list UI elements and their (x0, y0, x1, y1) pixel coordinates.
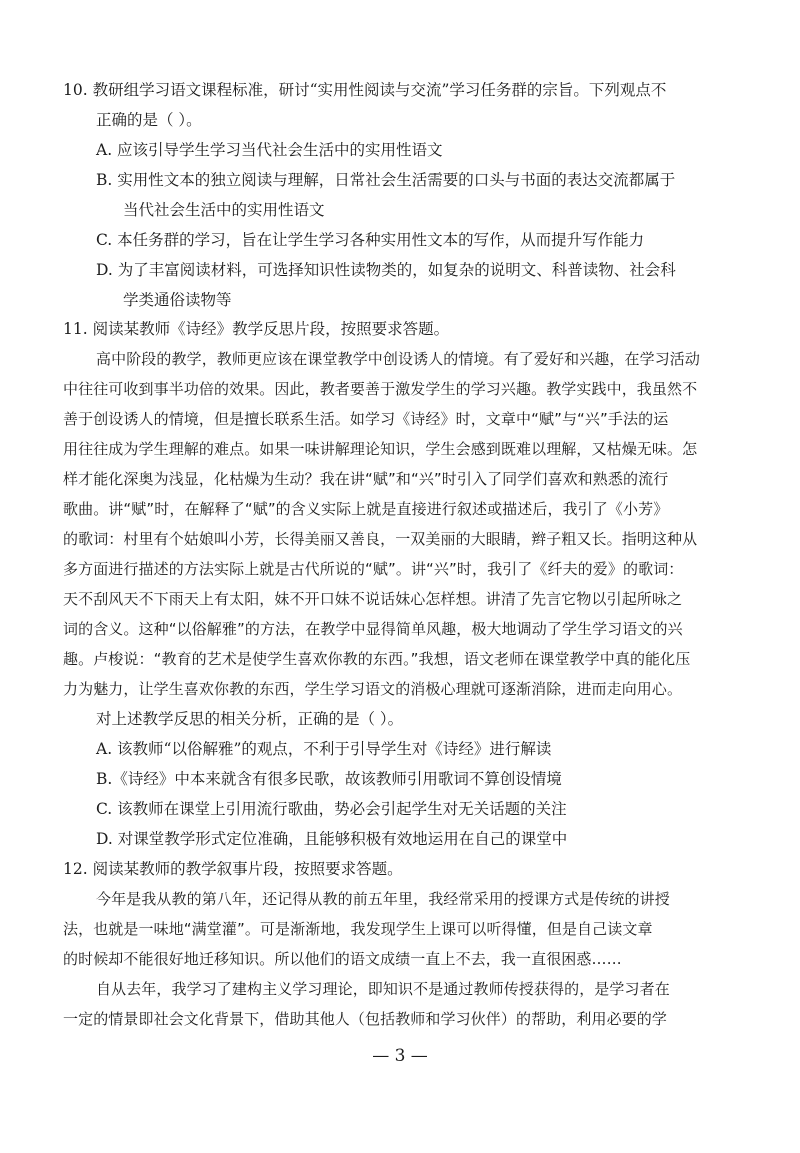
q11-option-b: B.《诗经》中本来就含有很多民歌，故该教师引用歌词不算创设情境 (96, 770, 562, 788)
q11-passage-line: 用往往成为学生理解的难点。如果一味讲解理论知识，学生会感到既难以理解，又枯燥无味。怎 (63, 440, 698, 458)
page-number: — 3 — (372, 1046, 428, 1066)
q11-passage-line: 天不刮风天不下雨天上有太阳，妹不开口妹不说话妹心怎样想。讲清了先言它物以引起所咏之 (63, 590, 683, 608)
q11-passage-line: 高中阶段的教学，教师更应该在课堂教学中创设诱人的情境。有了爱好和兴趣，在学习活动 (96, 350, 701, 368)
q10-stem-line1: 10. 教研组学习语文课程标准，研讨“实用性阅读与交流”学习任务群的宗旨。下列观点不 (63, 81, 667, 99)
q11-passage-line: 歌曲。讲“赋”时，在解释了“赋”的含义实际上就是直接进行叙述或描述后，我引了《小芳》 (63, 500, 669, 518)
q11-passage-line: 的歌词：村里有个姑娘叫小芳，长得美丽又善良，一双美丽的大眼睛，辫子粗又长。指明这种从 (63, 530, 698, 548)
q11-passage-line: 趣。卢梭说：“教育的艺术是使学生喜欢你教的东西。”我想，语文老师在课堂教学中真的能化压 (63, 650, 691, 668)
q11-stem: 11. 阅读某教师《诗经》教学反思片段，按照要求答题。 (63, 320, 450, 338)
q10-option-c: C. 本任务群的学习，旨在让学生学习各种实用性文本的写作，从而提升写作能力 (96, 231, 645, 249)
q11-passage-line: 样才能化深奥为浅显，化枯燥为生动？我在讲“赋”和“兴”时引入了同学们喜欢和熟悉的流行 (63, 470, 669, 488)
q10-stem-line2: 正确的是（ ）。 (96, 111, 202, 129)
q11-passage-line: 中往往可收到事半功倍的效果。因此，教者要善于激发学生的学习兴趣。教学实践中，我虽然不 (63, 380, 698, 398)
q11-prompt: 对上述教学反思的相关分析，正确的是（ ）。 (96, 710, 404, 728)
q12-passage-line: 自从去年，我学习了建构主义学习理论，即知识不是通过教师传授获得的，是学习者在 (96, 980, 670, 998)
q12-passage-line: 一定的情景即社会文化背景下，借助其他人（包括教师和学习伙伴）的帮助，利用必要的学 (63, 1010, 668, 1028)
q10-option-a: A. 应该引导学生学习当代社会生活中的实用性语文 (96, 141, 443, 159)
q11-option-d: D. 对课堂教学形式定位准确，且能够积极有效地运用在自己的课堂中 (96, 830, 568, 848)
q11-option-a: A. 该教师“以俗解雅”的观点，不利于引导学生对《诗经》进行解读 (96, 740, 552, 758)
q11-passage-line: 力为魅力，让学生喜欢你教的东西，学生学习语文的消极心理就可逐渐消除，进而走向用心。 (63, 680, 683, 698)
q10-option-d-line2: 学类通俗读物等 (123, 291, 232, 309)
q11-passage-line: 善于创设诱人的情境，但是擅长联系生活。如学习《诗经》时，文章中“赋”与“兴”手法的运 (63, 410, 669, 428)
q10-option-b-line2: 当代社会生活中的实用性语文 (123, 201, 325, 219)
q12-passage-line: 的时候却不能很好地迁移知识。所以他们的语文成绩一直上不去，我一直很困惑…… (63, 950, 622, 968)
q12-passage-line: 今年是我从教的第八年，还记得从教的前五年里，我经常采用的授课方式是传统的讲授 (96, 890, 670, 908)
q12-passage-line: 法，也就是一味地“满堂灌”。可是渐渐地，我发现学生上课可以听得懂，但是自己读文章 (63, 920, 653, 938)
q10-option-b-line1: B. 实用性文本的独立阅读与理解，日常社会生活需要的口头与书面的表达交流都属于 (96, 171, 676, 189)
q11-passage-line: 多方面进行描述的方法实际上就是古代所说的“赋”。讲“兴”时，我引了《纤夫的爱》的歌词： (63, 560, 684, 578)
q10-option-d-line1: D. 为了丰富阅读材料，可选择知识性读物类的，如复杂的说明文、科普读物、社会科 (96, 261, 676, 279)
q12-stem: 12. 阅读某教师的教学叙事片段，按照要求答题。 (63, 860, 403, 878)
q11-passage-line: 词的含义。这种“以俗解雅”的方法，在教学中显得简单风趣，极大地调动了学生学习语文的兴 (63, 620, 683, 638)
q11-option-c: C. 该教师在课堂上引用流行歌曲，势必会引起学生对无关话题的关注 (96, 800, 567, 818)
